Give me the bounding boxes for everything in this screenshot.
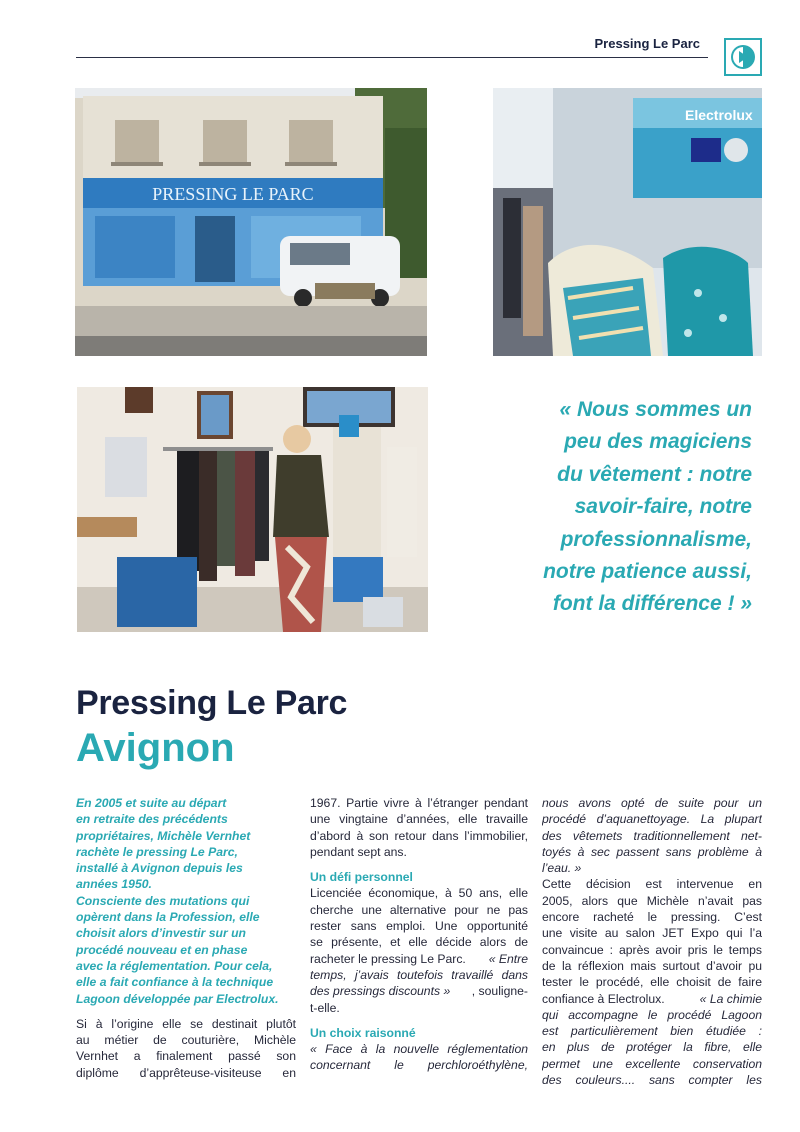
- body-quote-line: l’eau. »: [542, 861, 582, 876]
- body-quote-text: des pressings discounts »: [310, 984, 451, 999]
- body-quote-line: en plus de protéger la fibre, elle: [542, 1040, 762, 1055]
- body-line: encore racheté le pressing. C’est: [542, 910, 762, 925]
- running-header-title: Pressing Le Parc: [594, 36, 700, 51]
- storefront-photo: [75, 88, 427, 356]
- body-text: racheter le pressing Le Parc.: [310, 951, 466, 966]
- pull-quote-line: savoir-faire, notre: [574, 495, 752, 519]
- lead-line: procédé nouveau et en phase: [76, 942, 248, 957]
- pull-quote-line: du vêtement : notre: [557, 462, 752, 486]
- lead-line: en retraite des précédents: [76, 812, 228, 827]
- body-line: Si à l’origine elle se destinait plutôt: [76, 1016, 296, 1031]
- lead-line: années 1950.: [76, 877, 152, 892]
- lagoon-machine-photo: [493, 88, 762, 356]
- machine-brand-text: Electrolux: [685, 107, 753, 123]
- pull-quote-line: professionnalisme,: [560, 527, 752, 551]
- body-line: convaincue : après avoir pris le temps: [542, 942, 762, 957]
- body-line: Cette décision est intervenue en: [542, 877, 762, 892]
- body-line: [542, 991, 762, 1007]
- body-text: confiance à Electrolux.: [542, 991, 665, 1006]
- article-title-city: Avignon: [76, 726, 235, 770]
- body-line: une vingtaine d’années, elle travaille: [310, 812, 528, 827]
- section-heading: Un choix raisonné: [310, 1025, 416, 1040]
- body-quote-line: des vêtemets traditionnellement net-: [542, 828, 762, 843]
- lead-line: installé à Avignon depuis les: [76, 861, 243, 876]
- lead-line: En 2005 et suite au départ: [76, 796, 227, 810]
- lead-line: rachète le pressing Le Parc,: [76, 844, 238, 859]
- body-line: Vernhet a finalement passé son: [76, 1049, 296, 1064]
- body-quote-line: temps, j’avais toutefois travaillé dans: [310, 967, 528, 982]
- body-quote-line: permet une excellente conservation: [542, 1056, 762, 1071]
- storefront-sign-text: PRESSING LE PARC: [152, 184, 314, 204]
- body-quote-text: « La chimie: [699, 991, 762, 1006]
- body-line: 2005, alors que Michèle n’avait pas: [542, 893, 762, 908]
- body-quote-text: « Entre: [488, 951, 528, 966]
- body-quote-line: est particulièrement bien étudiée :: [542, 1024, 762, 1039]
- pull-quote-line: peu des magiciens: [564, 430, 752, 454]
- body-line: [310, 983, 528, 999]
- body-text: , souligne-: [471, 984, 528, 999]
- lead-line: Lagoon développée par Electrolux.: [76, 991, 279, 1006]
- body-line: pendant sept ans.: [310, 844, 407, 859]
- body-line: d’abord à son retour dans l’immobilier,: [310, 828, 528, 843]
- body-quote-line: procédé d’aquanettoyage. La plupart: [542, 812, 762, 827]
- body-quote-line: « Face à la nouvelle réglementation: [310, 1042, 528, 1057]
- body-line: 1967. Partie vivre à l’étranger pendant: [310, 796, 528, 810]
- article-title: Pressing Le Parc: [76, 684, 348, 722]
- body-quote-line: qui accompagne le procédé Lagoon: [542, 1007, 762, 1022]
- lead-line: Consciente des mutations qui: [76, 893, 250, 908]
- electrolux-symbol-icon: [730, 44, 756, 70]
- pull-quote-line: « Nous sommes un: [559, 398, 752, 421]
- body-line: se présente, et elle décide alors de: [310, 935, 528, 950]
- pull-quote: [460, 394, 752, 621]
- body-line: rester sans emploi. Une opportunité: [310, 919, 528, 934]
- header-rule: [76, 57, 708, 58]
- body-line: tester le procédé, elle choisit de faire: [542, 975, 762, 990]
- body-line: Licenciée économique, à 50 ans, elle: [310, 886, 528, 901]
- article-column-3: [542, 795, 762, 1088]
- article-column-1: [76, 795, 296, 1081]
- shop-interior-photo: [77, 387, 428, 632]
- body-quote-line: nous avons opté de suite pour un: [542, 796, 762, 810]
- section-heading: Un défi personnel: [310, 870, 413, 885]
- lead-line: choisit alors d’investir sur un: [76, 926, 246, 941]
- body-line: au métier de couturière, Michèle: [76, 1033, 296, 1048]
- body-line: cherche une alternative pour ne pas: [310, 902, 528, 917]
- electrolux-logo-icon: [724, 38, 762, 76]
- pull-quote-line: font la différence ! »: [552, 592, 752, 616]
- body-line: de la réflexion mais surtout d’avoir pu: [542, 958, 762, 973]
- lead-line: elle a fait confiance à la technique: [76, 975, 274, 990]
- article-column-2: [310, 795, 528, 1074]
- body-line: une visite au salon JET Expo qui l’a: [542, 926, 762, 941]
- lead-line: avec la réglementation. Pour cela,: [76, 958, 273, 973]
- body-quote-line: toyés à sec passent sans problème à: [542, 844, 762, 859]
- body-line: diplôme d’apprêteuse-visiteuse en: [76, 1065, 296, 1080]
- body-line: t-elle.: [310, 1000, 340, 1015]
- lead-line: propriétaires, Michèle Vernhet: [76, 828, 251, 843]
- pull-quote-line: notre patience aussi,: [543, 560, 752, 584]
- body-line: [310, 951, 528, 967]
- body-quote-line: concernant le perchloroéthylène,: [310, 1058, 528, 1073]
- body-quote-line: des couleurs.... sans compter les: [542, 1073, 762, 1088]
- lead-line: opèrent dans la Profession, elle: [76, 910, 260, 925]
